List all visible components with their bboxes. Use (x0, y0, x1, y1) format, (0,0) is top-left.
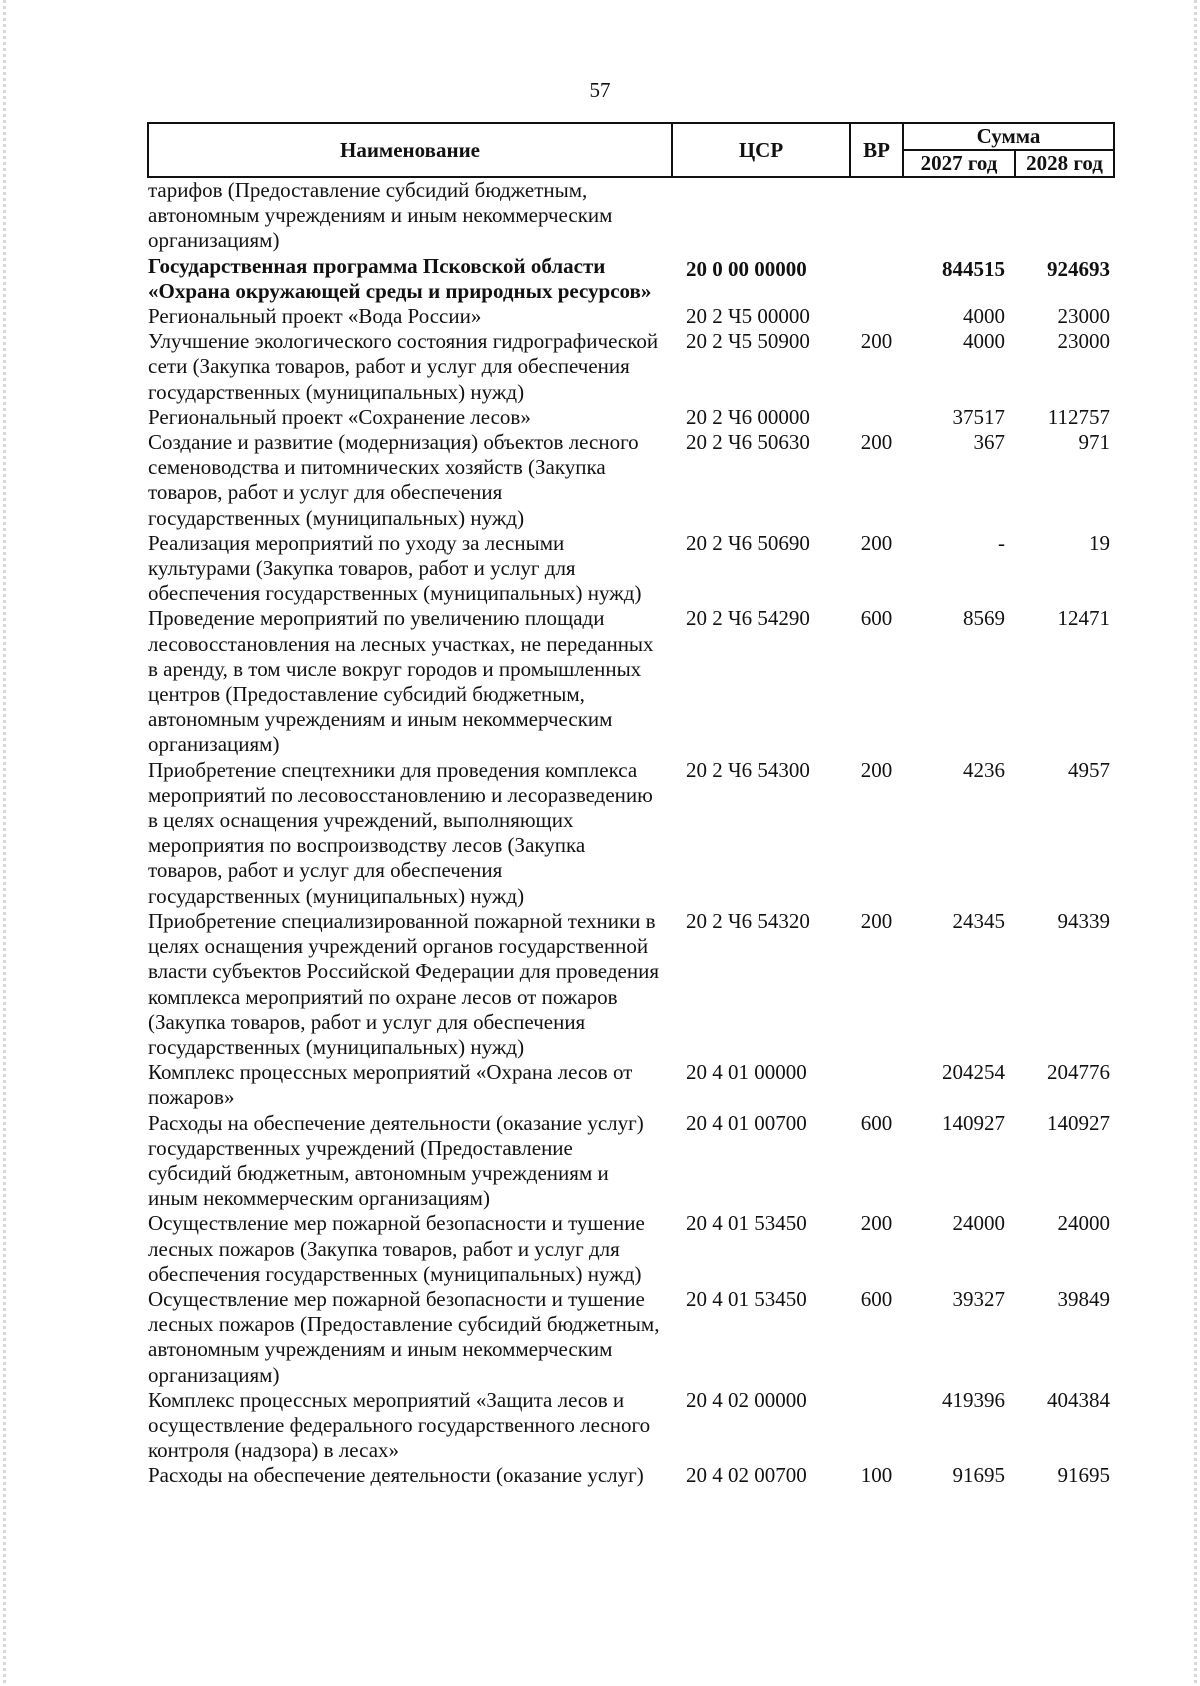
cell-csr: 20 4 01 00000 (686, 1060, 807, 1085)
header-csr: ЦСР (672, 123, 850, 177)
cell-csr: 20 4 01 00700 (686, 1110, 807, 1135)
cell-vr (850, 177, 903, 254)
cell-2027: 844515 (942, 256, 1005, 281)
cell-csr: 20 2 Ч6 54300 (686, 757, 810, 782)
cell-2027: 24345 (952, 908, 1005, 933)
cell-vr: 200 (860, 757, 893, 782)
cell-2027: 4236 (963, 757, 1005, 782)
cell-vr: 100 (860, 1463, 893, 1488)
header-year-2027: 2027 год (903, 150, 1015, 177)
cell-2027: 39327 (952, 1286, 1005, 1311)
cell-2027: 24000 (952, 1211, 1005, 1236)
cell-name: Осуществление мер пожарной безопасности и тушение лесных пожаров (Предоставление субсидий бюджетным, автономным учреждениям и иным некоммерческим организациям) (148, 1286, 660, 1387)
cell-csr: 20 2 Ч6 54290 (686, 606, 810, 631)
cell-2027: 4000 (963, 304, 1005, 329)
cell-csr: 20 2 Ч6 50630 (686, 430, 810, 455)
cell-2028: 23000 (1057, 329, 1110, 354)
cell-vr (850, 304, 903, 329)
cell-name: Проведение мероприятий по увеличению площади лесовосстановления на лесных участках, не переданных в аренду, в том числе вокруг городов и промышленных центров (Предоставление субсидий бюджетным, автономным учреждениям и иным некоммерческим организациям) (148, 606, 654, 757)
table-row (148, 1287, 1114, 1388)
cell-name: Создание и развитие (модернизация) объектов лесного семеноводства и питомнических хозяйств (Закупка товаров, работ и услуг для обеспечения государственных (муниципальных) нужд) (148, 430, 639, 530)
cell-2027: 204254 (942, 1060, 1005, 1085)
cell-2027: 140927 (942, 1110, 1005, 1135)
cell-vr (850, 1060, 903, 1110)
cell-vr (850, 254, 903, 304)
cell-vr: 200 (860, 430, 893, 455)
cell-2027: 367 (973, 430, 1005, 455)
header-name: Наименование (148, 123, 672, 177)
cell-vr: 600 (860, 606, 893, 631)
cell-name: Региональный проект «Сохранение лесов» (148, 404, 531, 429)
table-header (148, 123, 1114, 177)
table-row (148, 909, 1114, 1060)
table-row (148, 1211, 1114, 1287)
scan-edge-right (1194, 0, 1197, 1686)
cell-2028: 4957 (1068, 757, 1110, 782)
cell-csr: 20 4 01 53450 (686, 1211, 807, 1236)
cell-name: Региональный проект «Вода России» (148, 304, 482, 329)
cell-2027: 4000 (963, 329, 1005, 354)
cell-2028: 140927 (1047, 1110, 1110, 1135)
table-row (148, 405, 1114, 430)
cell-2028: 924693 (1047, 256, 1110, 281)
cell-csr: 20 2 Ч6 00000 (686, 404, 810, 429)
cell-name: тарифов (Предоставление субсидий бюджетным, автономным учреждениям и иным некоммерческим организациям) (148, 178, 613, 253)
cell-2027: - (998, 530, 1005, 555)
table-row (148, 531, 1114, 607)
cell-csr: 20 0 00 00000 (686, 256, 807, 281)
cell-2027: 8569 (963, 606, 1005, 631)
cell-vr: 200 (860, 329, 893, 354)
cell-csr: 20 2 Ч5 50900 (686, 329, 810, 354)
cell-csr: 20 4 02 00700 (686, 1463, 807, 1488)
budget-table-container (147, 122, 1113, 1489)
cell-vr (850, 1388, 903, 1464)
cell-vr: 200 (860, 1211, 893, 1236)
cell-2028: 404384 (1047, 1387, 1110, 1412)
cell-2028: 12471 (1057, 606, 1110, 631)
cell-csr (672, 177, 850, 254)
budget-table (147, 122, 1115, 1489)
cell-csr: 20 4 02 00000 (686, 1387, 807, 1412)
cell-csr: 20 2 Ч6 54320 (686, 908, 810, 933)
table-row (148, 758, 1114, 909)
header-year-2028: 2028 год (1015, 150, 1114, 177)
cell-csr: 20 4 01 53450 (686, 1286, 807, 1311)
cell-2028: 24000 (1057, 1211, 1110, 1236)
cell-2027 (903, 177, 1015, 254)
cell-2028 (1015, 177, 1114, 254)
page-number: 57 (589, 78, 611, 102)
cell-vr: 600 (860, 1110, 893, 1135)
cell-name: Реализация мероприятий по уходу за лесными культурами (Закупка товаров, работ и услуг для обеспечения государственных (муниципальных) нужд) (148, 530, 642, 606)
table-row (148, 430, 1114, 531)
cell-2028: 204776 (1047, 1060, 1110, 1085)
cell-name: Комплекс процессных мероприятий «Охрана лесов от пожаров» (148, 1060, 633, 1110)
cell-2028: 112757 (1047, 404, 1110, 429)
cell-2027: 37517 (952, 404, 1005, 429)
cell-name: Осуществление мер пожарной безопасности и тушение лесных пожаров (Закупка товаров, работ и услуг для обеспечения государственных (муниципальных) нужд) (148, 1211, 645, 1286)
table-row (148, 177, 1114, 254)
cell-csr: 20 2 Ч6 50690 (686, 530, 810, 555)
cell-name: Приобретение спецтехники для проведения комплекса мероприятий по лесовосстановлению и лесоразведению в целях оснащения учреждений, выполняющих мероприятия по воспроизводству лесов (Закупка товаров, работ и услуг для обеспечения государственных (муниципальных) нужд) (148, 757, 653, 908)
cell-name: Государственная программа Псковской области «Охрана окружающей среды и природных ресурсов» (148, 253, 652, 303)
table-row (148, 1388, 1114, 1464)
table-row (148, 606, 1114, 757)
cell-2028: 23000 (1057, 304, 1110, 329)
cell-2028: 39849 (1057, 1286, 1110, 1311)
cell-name: Улучшение экологического состояния гидрографической сети (Закупка товаров, работ и услуг для обеспечения государственных (муниципальных) нужд) (148, 329, 659, 404)
cell-vr: 600 (860, 1286, 893, 1311)
cell-name: Приобретение специализированной пожарной техники в целях оснащения учреждений органов государственной власти субъектов Российской Федерации для проведения комплекса мероприятий по охране лесов от пожаров (Закупка товаров, работ и услуг для обеспечения государственных (муниципальных) нужд) (148, 908, 659, 1059)
table-row (148, 1060, 1114, 1110)
table-row (148, 1463, 1114, 1488)
cell-vr (850, 405, 903, 430)
table-row (148, 329, 1114, 405)
cell-name: Расходы на обеспечение деятельности (оказание услуг) государственных учреждений (Предоставление субсидий бюджетным, автономным учреждениям и иным некоммерческим организациям) (148, 1110, 644, 1211)
scan-edge-left (3, 0, 6, 1686)
header-vr: ВР (850, 123, 903, 177)
cell-vr: 200 (860, 530, 893, 555)
table-body (148, 177, 1114, 1489)
cell-csr: 20 2 Ч5 00000 (686, 304, 810, 329)
table-row (148, 254, 1114, 304)
table-row (148, 304, 1114, 329)
table-row (148, 1111, 1114, 1212)
cell-2028: 971 (1078, 430, 1110, 455)
cell-2027: 91695 (952, 1463, 1005, 1488)
cell-2028: 91695 (1057, 1463, 1110, 1488)
cell-2028: 19 (1089, 530, 1110, 555)
header-sum: Сумма (903, 123, 1114, 150)
cell-2028: 94339 (1057, 908, 1110, 933)
cell-vr: 200 (860, 908, 893, 933)
cell-2027: 419396 (942, 1387, 1005, 1412)
cell-name: Расходы на обеспечение деятельности (оказание услуг) (148, 1463, 644, 1488)
cell-name: Комплекс процессных мероприятий «Защита лесов и осуществление федерального государственного лесного контроля (надзора) в лесах» (148, 1387, 651, 1463)
